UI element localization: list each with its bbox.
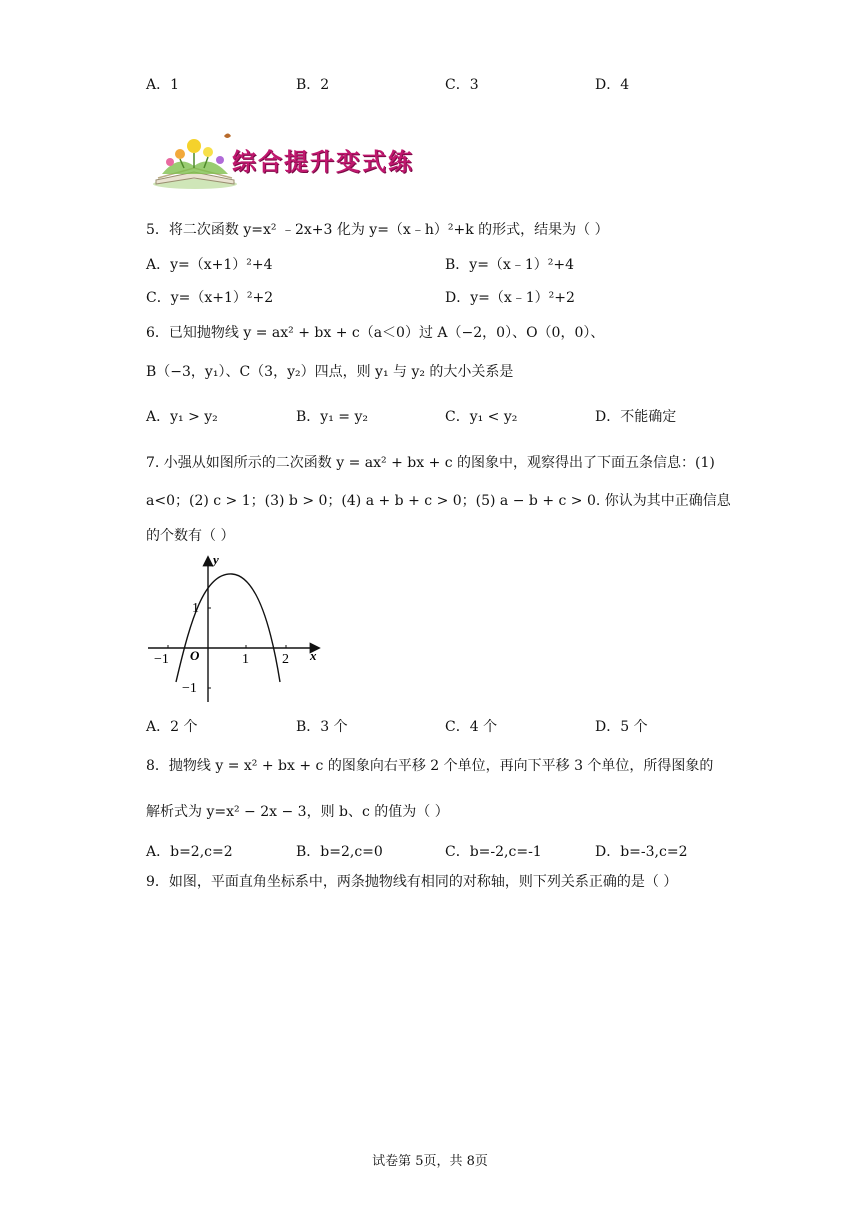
q7-line-1: 7. 小强从如图所示的二次函数 y = ax² + bx + c 的图象中，观察得出了下面五条信息：(1) bbox=[146, 455, 715, 471]
q9-stem: 9．如图，平面直角坐标系中，两条抛物线有相同的对称轴，则下列关系正确的是（ ） bbox=[146, 874, 678, 890]
q7-option-a: A．2 个 bbox=[146, 719, 198, 735]
q4-option-d: D．4 bbox=[595, 77, 630, 93]
q8-line-1: 8．抛物线 y = x² + bx + c 的图象向右平移 2 个单位，再向下平移 3 个单位，所得图象的 bbox=[146, 758, 714, 774]
q5-option-a: A．y=（x+1）²+4 bbox=[146, 257, 273, 273]
q5-option-c: C．y=（x+1）²+2 bbox=[146, 290, 274, 306]
q8-option-d: D．b=-3,c=2 bbox=[595, 844, 688, 860]
page-footer: 试卷第 5页，共 8页 bbox=[372, 1154, 488, 1169]
q8-option-b: B．b=2,c=0 bbox=[296, 844, 383, 860]
q8-option-a: A．b=2,c=2 bbox=[146, 844, 233, 860]
q6-line-2: B（−3，y₁）、C（3，y₂）四点，则 y₁ 与 y₂ 的大小关系是 bbox=[146, 364, 514, 380]
q6-option-c: C．y₁ < y₂ bbox=[445, 409, 518, 425]
y-axis-label: y bbox=[213, 552, 219, 567]
q4-option-a: A．1 bbox=[146, 77, 180, 93]
q5-stem: 5．将二次函数 y=x² ﹣2x+3 化为 y=（x﹣h）²+k 的形式，结果为（ ） bbox=[146, 222, 609, 238]
q5-option-d: D．y=（x﹣1）²+2 bbox=[445, 290, 575, 306]
tick-label-x-2: 2 bbox=[282, 652, 289, 667]
q8-line-2: 解析式为 y=x² − 2x − 3，则 b、c 的值为（ ） bbox=[146, 804, 449, 820]
tick-label-x-1: 1 bbox=[242, 652, 249, 667]
q7-option-c: C．4 个 bbox=[445, 719, 498, 735]
q7-line-2: a<0；(2) c > 1；(3) b > 0；(4) a + b + c > 0；(5) a − b + c > 0. 你认为其中正确信息 bbox=[146, 493, 731, 509]
q6-option-d: D．不能确定 bbox=[595, 409, 677, 425]
x-axis-label: x bbox=[310, 648, 317, 663]
q6-line-1: 6．已知抛物线 y = ax² + bx + c（a＜0）过 A（−2，0）、O（0，0）、 bbox=[146, 325, 605, 341]
q4-option-c: C．3 bbox=[445, 77, 479, 93]
q4-option-b: B．2 bbox=[296, 77, 330, 93]
q6-option-b: B．y₁ = y₂ bbox=[296, 409, 368, 425]
q8-option-c: C．b=-2,c=-1 bbox=[445, 844, 542, 860]
q7-option-b: B．3 个 bbox=[296, 719, 348, 735]
tick-label-y-1: 1 bbox=[192, 601, 199, 616]
section-banner bbox=[150, 128, 470, 190]
origin-label: O bbox=[190, 648, 200, 663]
parabola-curve bbox=[176, 574, 280, 682]
tick-label-y-neg1: −1 bbox=[182, 681, 197, 696]
q7-option-d: D．5 个 bbox=[595, 719, 648, 735]
q5-option-b: B．y=（x﹣1）²+4 bbox=[445, 257, 574, 273]
q7-parabola-graph bbox=[146, 552, 326, 704]
q7-line-3: 的个数有（ ） bbox=[146, 528, 235, 544]
q6-option-a: A．y₁ > y₂ bbox=[146, 409, 218, 425]
book-flower-icon bbox=[150, 128, 240, 190]
banner-title: 综合提升变式练 bbox=[232, 148, 414, 176]
tick-label-x-neg1: −1 bbox=[154, 652, 169, 667]
